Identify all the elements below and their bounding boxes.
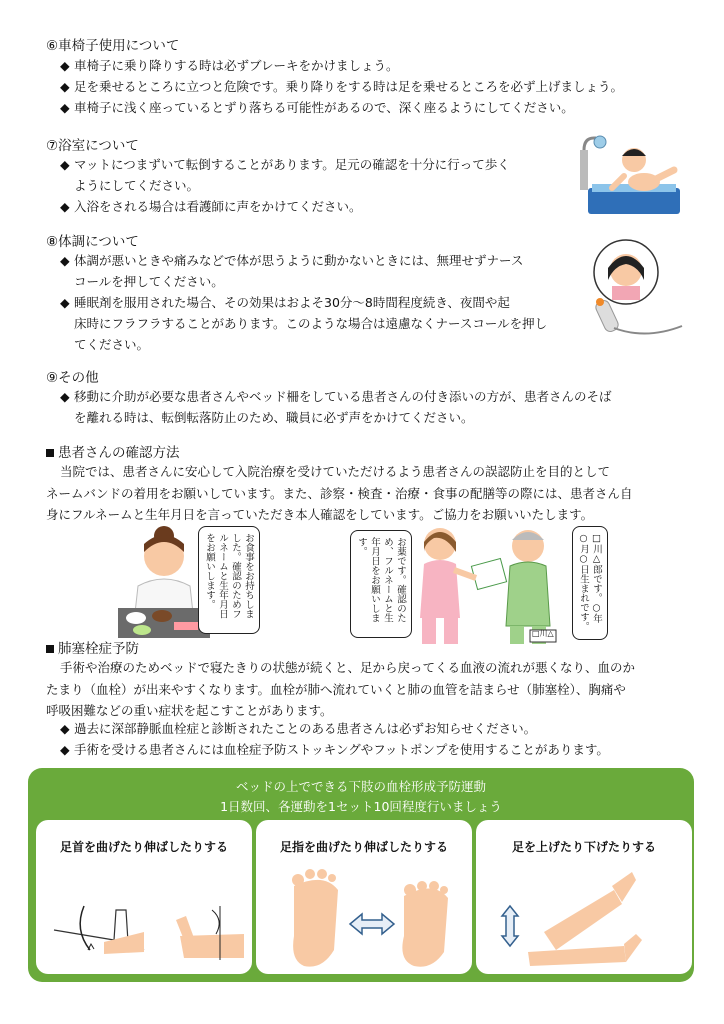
section6-bullet: ◆ 足を乗せるところに立つと危険です。乗り降りをする時は足を乗せるところを必ず上げましょう。 [60, 79, 624, 94]
section7-heading: ⑦浴室について [46, 138, 139, 154]
exercise-subtitle: 1日数回、各運動を1セット10回程度行いましょう [220, 799, 502, 814]
exercise-card-toes: 足指を曲げたり伸ばしたりする [256, 820, 472, 974]
exercise-panel [28, 768, 694, 982]
section7-bullet: ◆ マットにつまずいて転倒することがあります。足元の確認を十分に行って歩く ようにしてください。 [60, 157, 510, 193]
embolism-heading: 肺塞栓症予防 [46, 640, 139, 658]
section8-bullet: ◆ 体調が悪いときや痛みなどで体が思うように動かないときには、無理せずナース コールを押してください。 [60, 253, 524, 289]
embolism-paragraph: 手術や治療のためベッドで寝たきりの状態が続くと、足から戻ってくる血液の流れが悪くなり、血のか たまり（血栓）が出来やすくなります。血栓が肺へ流れていくと肺の血管を詰まらせ（肺塞栓）、胸痛や 呼吸困難などの重い症状を起こすことがあります。 [46, 660, 636, 718]
exercise-card-ankle: 足首を曲げたり伸ばしたりする [36, 820, 252, 974]
section6-bullet: ◆ 車椅子に乗り降りする時は必ずブレーキをかけましょう。 [60, 58, 399, 73]
bath-fall-illustration [574, 130, 684, 216]
wristband-label: □川△ [532, 629, 554, 638]
section9-bullet: ◆ 移動に介助が必要な患者さんやベッド柵をしている患者さんの付き添いの方が、患者さんのそば を離れる時は、転倒転落防止のため、職員に必ず声をかけてください。 [60, 389, 612, 425]
meal-nurse-illustration [112, 522, 212, 642]
speech-bubble-meal: お食事をお持ちしました。確認のためフルネームと生年月日をお願いします。 [198, 526, 260, 634]
confirm-heading: 患者さんの確認方法 [46, 444, 180, 462]
confirm-paragraph: 当院では、患者さんに安心して入院治療を受けていただけるよう患者さんの誤認防止を目的として ネームバンドの着用をお願いしています。また、診察・検査・治療・食事の配膳等の際には、患者さん自 身にフルネームと生年月日を言っていただき本人確認をしています。ご協力をお願いいたします。 [46, 464, 633, 522]
embolism-bullet: ◆ 手術を受ける患者さんには血栓症予防ストッキングやフットポンプを使用することがあります。 [60, 742, 609, 757]
leg-raise-illustration [484, 866, 684, 970]
section8-heading: ⑧体調について [46, 234, 139, 250]
ankle-flex-illustration [44, 870, 244, 970]
section7-bullet: ◆ 入浴をされる場合は看護師に声をかけてください。 [60, 199, 362, 214]
exercise-title: ベッドの上でできる下肢の血栓形成予防運動 [235, 779, 486, 794]
section6-bullet: ◆ 車椅子に浅く座っているとずり落ちる可能性があるので、深く座るようにしてください。 [60, 100, 574, 115]
section8-bullet: ◆ 睡眠剤を服用された場合、その効果はおよそ30分～8時間程度続き、夜間や起 床時にフラフラすることがあります。このような場合は遠慮なくナースコールを押し てください。 [60, 295, 548, 352]
section6-heading: ⑥車椅子使用について [46, 38, 180, 54]
embolism-bullet: ◆ 過去に深部静脈血栓症と診断されたことのある患者さんは必ずお知らせください。 [60, 721, 537, 736]
toe-flex-illustration [264, 866, 464, 970]
nurse-call-illustration [586, 236, 690, 340]
exercise-card-leg: 足を上げたり下げたりする [476, 820, 692, 974]
square-bullet-icon [46, 645, 54, 653]
speech-bubble-patient: □川△郎です。○年○月○日生まれです。 [572, 526, 608, 640]
speech-bubble-medicine: お薬です。確認のため、フルネームと生年月日をお願いします。 [350, 530, 412, 638]
square-bullet-icon [46, 449, 54, 457]
section9-heading: ⑨その他 [46, 370, 99, 386]
